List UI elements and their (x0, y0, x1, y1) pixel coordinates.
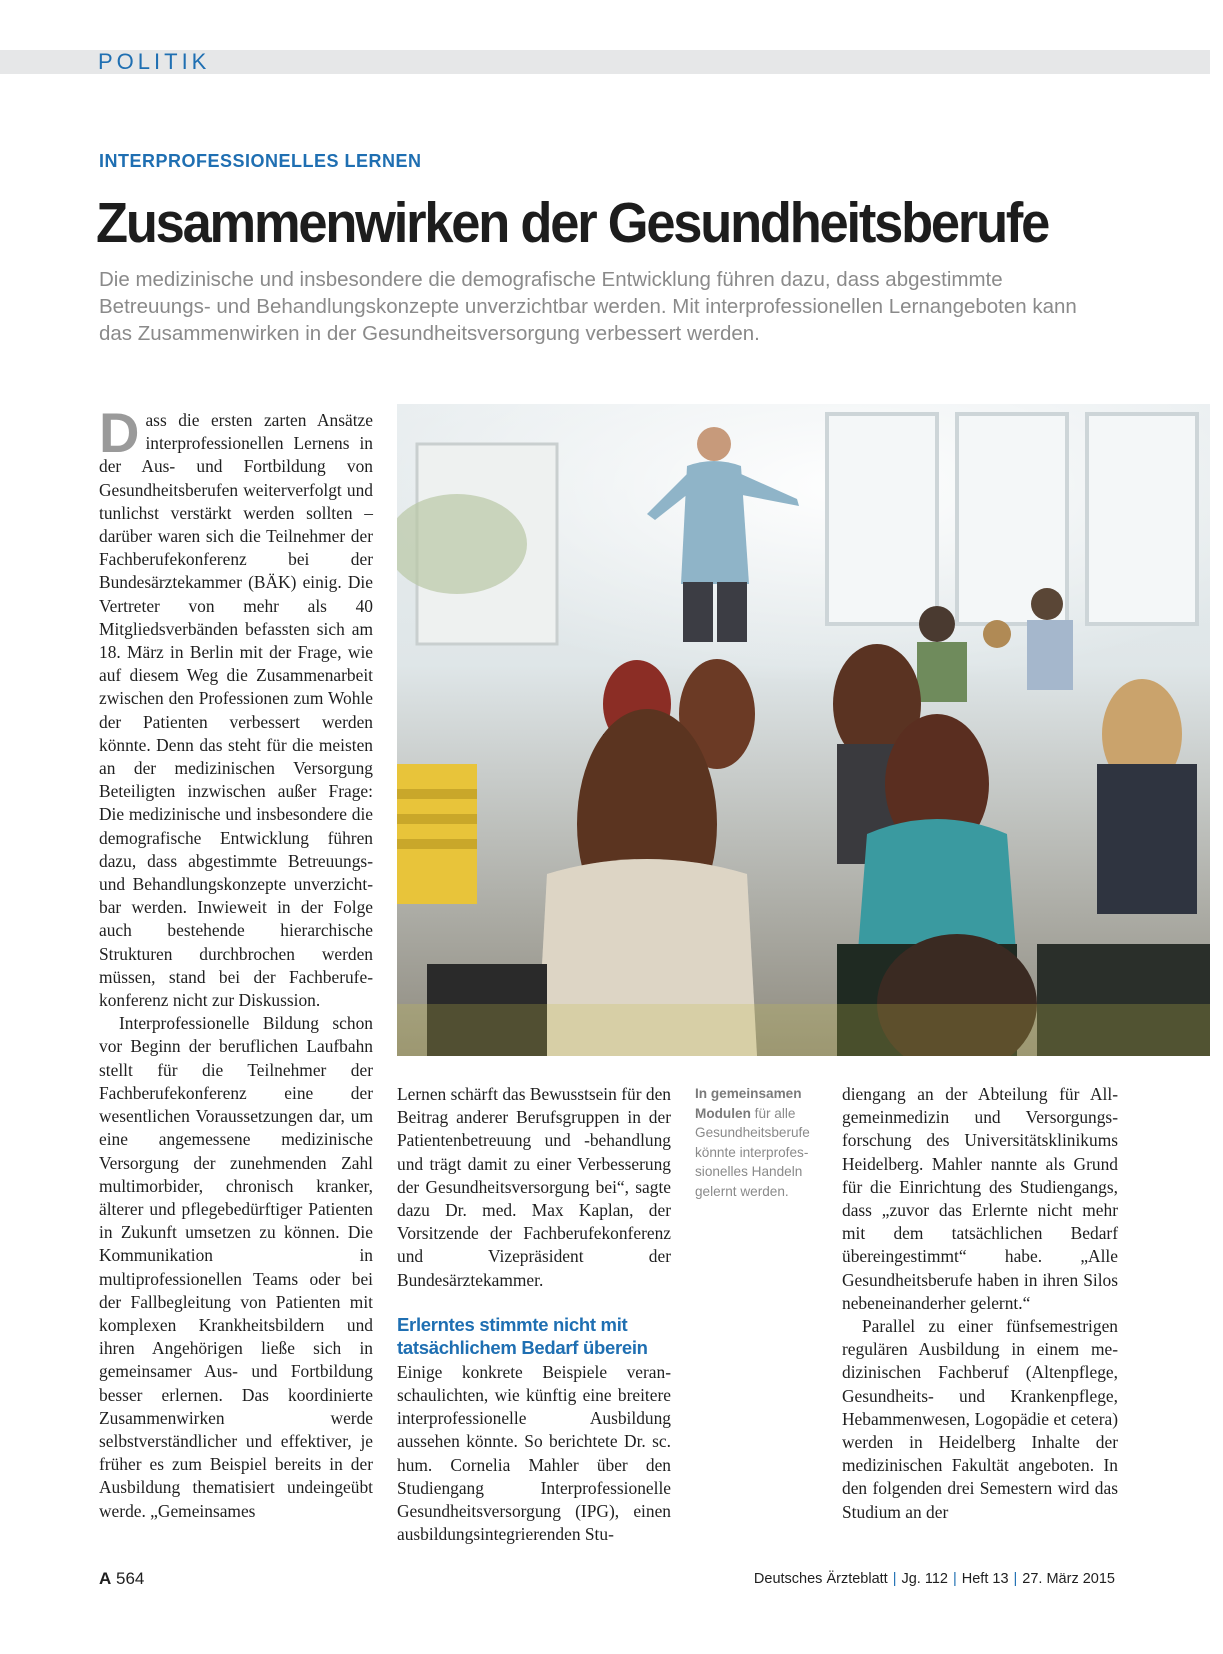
caption-text: für alle Gesundheitsberufe könnte interprofessionelles Handeln gelernt werden. (695, 1105, 810, 1199)
page-number (99, 1569, 144, 1589)
article-column-1 (99, 401, 373, 1523)
volume: Jg. 112 (901, 1571, 948, 1587)
caption-bold: In gemeinsamen Modulen (695, 1086, 802, 1121)
classroom-photo-illustration (397, 404, 1210, 1056)
body-paragraph: Parallel zu einer fünfsemestrigen regulären Ausbildung in einem medizinischen Fachberuf (Altenpflege, Gesundheits- und Krankenpflege, Hebammenwesen, Logopädie et cetera) werden in Heidelberg Inhalte der medizinischen Fakultät angeboten. In den folgenden drei Semestern wird das Studium an der (842, 1316, 1118, 1522)
kicker: INTERPROFESSIONELLES LERNEN (99, 151, 422, 171)
footer-credit (754, 1571, 1115, 1587)
journal-name: Deutsches Ärzteblatt (753, 1571, 888, 1587)
body-paragraph: ass die ersten zarten Ansätze interprofessionellen Lernens in der Aus- und Fortbildung von Gesundheitsberufen weiterverfolgt und tunlichst verstärkt werden sollten – darüber waren sich die Teilnehmer der Fachberufekonferenz bei der Bundesärztekammer (BÄK) einig. Die Vertreter von mehr als 40 Mitgliedsverbänden befassten sich am 18. März in Berlin mit der Frage, wie auf diesem Weg die Zusammenarbeit zwischen den Professionen zum Wohle der Patienten verbessert werden könnte. Denn das steht für die meisten an der medizinischen Versorgung Beteiligten inzwischen außer Frage: Die medizinische und insbesondere die demografische Entwicklung führen dazu, dass abgestimmte Betreuungs- und Behandlungskonzepte unverzichtbar werden. Inwieweit in der Folge auch bestehende hierarchische Strukturen durchbrochen werden müssen, stand bei der Fachberufekonferenz nicht zur Diskussion. (99, 410, 373, 1011)
body-paragraph: Interprofessionelle Bildung schon vor Beginn der beruflichen Laufbahn stellt für die Teilnehmer der Fachberufekonferenz eine der wesentlichen Voraussetzungen dar, um eine angemessene medizinische Versorgung der zunehmenden Zahl multimorbider, chronisch kranker, älterer und pflegebedürftiger Patienten in Zukunft umsetzen zu können. Die Kommunikation in multiprofessionellen Teams oder bei der Fallbegleitung von Patienten mit komplexen Krankheitsbildern und ihren Angehörigen ließe sich in gemeinsamer Aus- und Fortbildung besser erlernen. Das koordinierte Zusammenwirken werde selbstverständlicher und effektiver, je früher es zum Beispiel bereits in der Ausbildung thematisiert undeingeübt werde. „Gemeinsames (99, 1013, 373, 1521)
issue: Heft 13 (961, 1571, 1009, 1587)
article-column-2 (397, 1083, 671, 1546)
article-photo (397, 404, 1210, 1056)
article-column-3 (842, 1083, 1118, 1524)
headline: Zusammenwirken der Gesundheitsberufe (96, 191, 1049, 255)
photo-caption (695, 1084, 825, 1201)
section-label: POLITIK (98, 49, 211, 74)
folio-number: 564 (116, 1569, 145, 1588)
body-paragraph: Einige konkrete Beispiele veranschaulichten, wie künftig eine breitere interprofessionelle Ausbildung aussehen könnte. So berichtete Dr. sc. hum. Cornelia Mahler über den Studiengang Interprofessionelle Gesundheitsversorgung (IPG), einen ausbildungsintegrierenden Stu- (397, 1361, 671, 1545)
separator: | (1013, 1571, 1018, 1587)
body-paragraph: diengang an der Abteilung für Allgemeinmedizin und Versorgungsforschung des Universitätsklinikums Heidelberg. Mahler nannte als Grund für die Einrichtung des Studiengangs, dass „zuvor das Erlernte nicht mehr mit dem tatsächlichen Bedarf übereingestimmt“ habe. „Alle Gesundheitsberufe haben in ihren Silos nebeneinanderher gelernt.“ (842, 1084, 1118, 1313)
subheading: Erlerntes stimmte nicht mit tatsächlichem Bedarf überein (397, 1313, 648, 1358)
separator: | (892, 1571, 897, 1587)
lead-paragraph: Die medizinische und insbesondere die demografische Entwicklung führen dazu, dass abgestimmte Betreuungs- und Behandlungskonzepte unverzichtbar werden. Mit interprofessionellen Lernangeboten kann das Zusammenwirken in der Gesundheitsversorgung verbessert werden. (99, 268, 1077, 345)
body-paragraph: Lernen schärft das Bewusstsein für den Beitrag anderer Berufsgruppen in der Patientenbetreuung und -behandlung und trägt damit zu einer Verbesserung der Gesundheitsversorgung bei“, sagte dazu Dr. med. Max Kaplan, der Vorsitzende der Fachberufekonferenz und Vizepräsident der Bundesärztekammer. (397, 1084, 671, 1290)
separator: | (952, 1571, 957, 1587)
issue-date: 27. März 2015 (1022, 1571, 1115, 1587)
folio-prefix: A (99, 1569, 112, 1588)
dropcap: D (99, 401, 140, 464)
